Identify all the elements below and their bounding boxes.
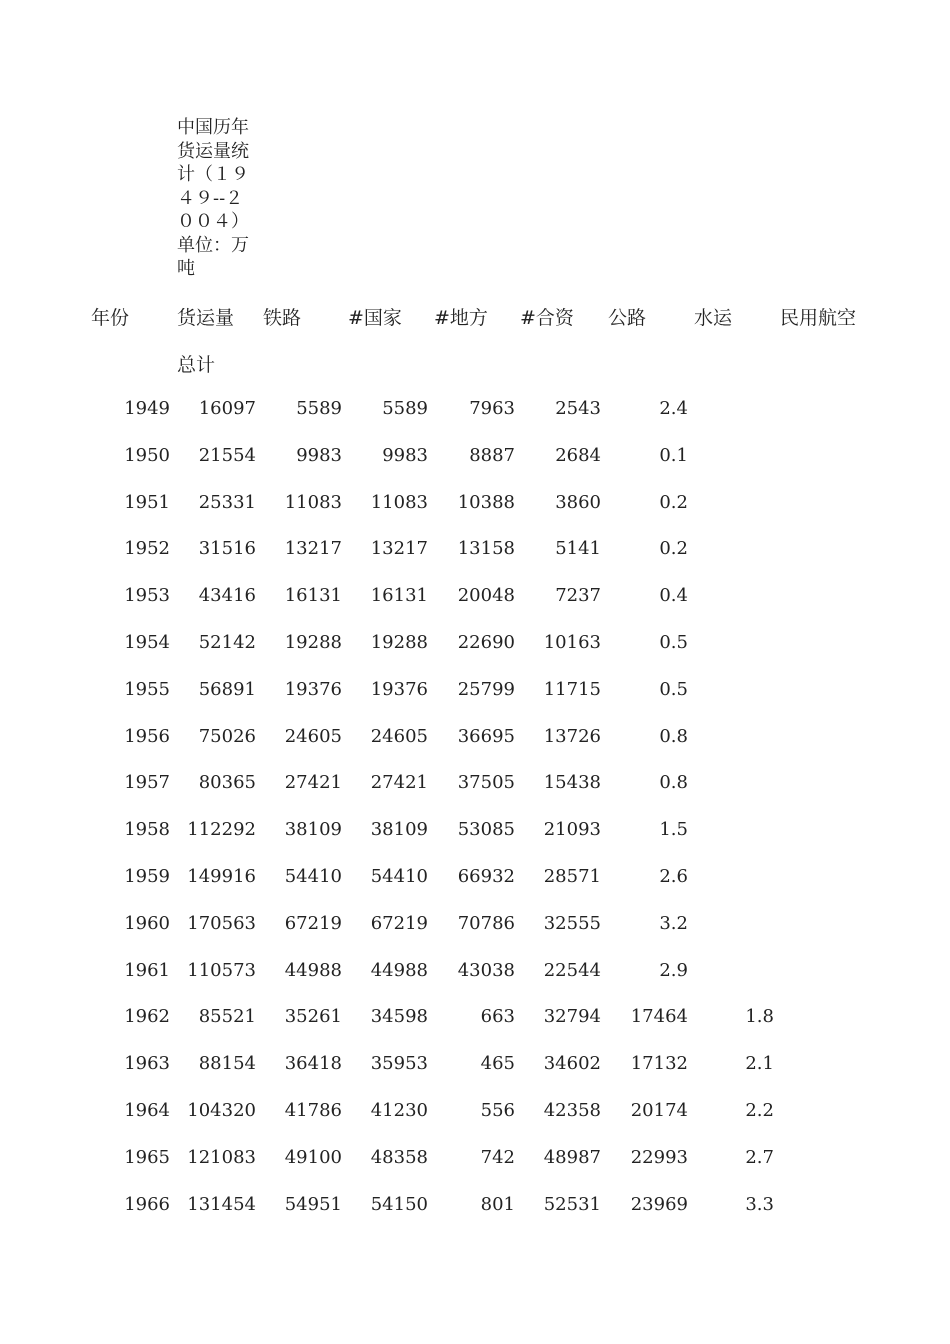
table-cell: 1958 — [124, 819, 170, 841]
table-cell: 80365 — [198, 772, 256, 794]
table-cell: 0.4 — [659, 585, 688, 607]
table-cell: 34602 — [543, 1053, 601, 1075]
table-cell: 8887 — [469, 444, 515, 466]
table-cell: 0.2 — [659, 491, 688, 513]
table-cell: 110573 — [187, 959, 256, 981]
table-row — [0, 913, 950, 937]
table-cell: 0.5 — [659, 632, 688, 653]
title-line: 中国历年 — [177, 117, 249, 138]
table-cell: 0.8 — [659, 725, 688, 747]
table-cell: 0.5 — [659, 678, 688, 700]
table-cell: 67219 — [284, 912, 342, 934]
table-cell: 66932 — [457, 866, 515, 887]
table-cell: 85521 — [198, 1006, 256, 1028]
table-row — [0, 1053, 950, 1077]
header-local: #地方 — [434, 307, 488, 329]
title-line: ４９--２ — [177, 187, 244, 209]
table-cell: 742 — [480, 1146, 515, 1168]
table-cell: 31516 — [198, 538, 256, 560]
table-cell: 3.2 — [659, 912, 688, 934]
table-cell: 24605 — [370, 725, 428, 747]
table-cell: 54410 — [370, 866, 428, 887]
table-cell: 0.8 — [659, 772, 688, 794]
table-cell: 41230 — [370, 1100, 428, 1121]
table-cell: 67219 — [370, 912, 428, 934]
table-row — [0, 726, 950, 750]
table-cell: 44988 — [284, 959, 342, 981]
table-cell: 37505 — [457, 772, 515, 794]
table-cell: 801 — [480, 1193, 515, 1215]
table-cell: 0.1 — [659, 444, 688, 466]
table-cell: 27421 — [370, 772, 428, 794]
table-row — [0, 492, 950, 516]
table-cell: 52531 — [543, 1193, 601, 1215]
table-cell: 2.1 — [745, 1053, 774, 1075]
table-cell: 10163 — [543, 632, 601, 653]
table-cell: 35953 — [370, 1053, 428, 1075]
table-cell: 54951 — [284, 1193, 342, 1215]
title-line: 单位：万 — [177, 234, 249, 256]
table-cell: 19376 — [370, 678, 428, 700]
table-cell: 22690 — [457, 632, 515, 653]
table-cell: 1.8 — [745, 1006, 774, 1028]
table-cell: 1954 — [124, 632, 170, 653]
title-line: 计（１９ — [177, 164, 249, 185]
header-total-line2: 总计 — [177, 354, 216, 376]
table-cell: 1965 — [124, 1146, 170, 1168]
header-highway: 公路 — [608, 307, 647, 329]
table-cell: 75026 — [198, 725, 256, 747]
table-cell: 465 — [480, 1053, 515, 1075]
table-row — [0, 585, 950, 609]
table-cell: 1964 — [124, 1100, 170, 1121]
table-cell: 1952 — [124, 538, 170, 560]
table-cell: 21093 — [543, 819, 601, 841]
table-row — [0, 538, 950, 562]
table-row — [0, 445, 950, 469]
table-cell: 170563 — [187, 912, 256, 934]
table-cell: 112292 — [187, 819, 256, 841]
table-cell: 11715 — [543, 678, 601, 700]
table-cell: 35261 — [284, 1006, 342, 1028]
table-cell: 2.6 — [659, 866, 688, 887]
table-cell: 1966 — [124, 1193, 170, 1215]
table-cell: 43038 — [457, 959, 515, 981]
header-year: 年份 — [91, 307, 130, 329]
table-row — [0, 866, 950, 890]
table-cell: 1960 — [124, 912, 170, 934]
table-cell: 17132 — [630, 1053, 688, 1075]
table-row — [0, 632, 950, 656]
table-cell: 121083 — [187, 1146, 256, 1168]
table-row — [0, 1006, 950, 1030]
table-row — [0, 679, 950, 703]
table-cell: 22993 — [630, 1146, 688, 1168]
table-cell: 2.4 — [659, 398, 688, 419]
table-cell: 25799 — [457, 678, 515, 700]
table-cell: 5589 — [296, 398, 342, 419]
table-cell: 1951 — [124, 491, 170, 513]
table-cell: 21554 — [198, 444, 256, 466]
table-cell: 556 — [480, 1100, 515, 1121]
table-cell: 22544 — [543, 959, 601, 981]
table-row — [0, 1194, 950, 1218]
table-cell: 1962 — [124, 1006, 170, 1028]
table-cell: 1961 — [124, 959, 170, 981]
table-cell: 13158 — [457, 538, 515, 560]
table-row — [0, 772, 950, 796]
table-cell: 663 — [480, 1006, 515, 1028]
table-row — [0, 960, 950, 984]
table-cell: 1953 — [124, 585, 170, 607]
table-cell: 38109 — [284, 819, 342, 841]
table-cell: 70786 — [457, 912, 515, 934]
table-cell: 9983 — [382, 444, 428, 466]
table-cell: 13726 — [543, 725, 601, 747]
table-cell: 20174 — [630, 1100, 688, 1121]
table-cell: 3.3 — [745, 1193, 774, 1215]
table-cell: 19288 — [370, 632, 428, 653]
table-cell: 1957 — [124, 772, 170, 794]
table-cell: 27421 — [284, 772, 342, 794]
table-cell: 32555 — [543, 912, 601, 934]
table-row — [0, 1100, 950, 1124]
table-cell: 104320 — [187, 1100, 256, 1121]
table-cell: 1959 — [124, 866, 170, 887]
table-cell: 23969 — [630, 1193, 688, 1215]
table-cell: 20048 — [457, 585, 515, 607]
table-cell: 2684 — [555, 444, 601, 466]
table-cell: 36695 — [457, 725, 515, 747]
table-cell: 17464 — [630, 1006, 688, 1028]
table-cell: 19376 — [284, 678, 342, 700]
table-cell: 32794 — [543, 1006, 601, 1028]
table-title — [177, 116, 259, 281]
header-national: #国家 — [348, 307, 402, 329]
table-cell: 0.2 — [659, 538, 688, 560]
table-cell: 1949 — [124, 398, 170, 419]
table-cell: 38109 — [370, 819, 428, 841]
table-cell: 1.5 — [659, 819, 688, 841]
table-cell: 3860 — [555, 491, 601, 513]
table-cell: 149916 — [187, 866, 256, 887]
table-row — [0, 819, 950, 843]
table-cell: 54410 — [284, 866, 342, 887]
table-cell: 56891 — [198, 678, 256, 700]
table-cell: 1955 — [124, 678, 170, 700]
table-cell: 2.9 — [659, 959, 688, 981]
table-cell: 9983 — [296, 444, 342, 466]
table-cell: 13217 — [370, 538, 428, 560]
table-cell: 2.2 — [745, 1100, 774, 1121]
table-cell: 25331 — [198, 491, 256, 513]
table-cell: 43416 — [198, 585, 256, 607]
table-cell: 2543 — [555, 398, 601, 419]
title-line: 吨 — [177, 258, 195, 279]
table-cell: 13217 — [284, 538, 342, 560]
table-cell: 54150 — [370, 1193, 428, 1215]
table-cell: 7237 — [555, 585, 601, 607]
table-cell: 10388 — [457, 491, 515, 513]
table-cell: 36418 — [284, 1053, 342, 1075]
table-row — [0, 398, 950, 422]
header-joint: #合资 — [520, 307, 574, 329]
table-cell: 49100 — [284, 1146, 342, 1168]
table-cell: 44988 — [370, 959, 428, 981]
table-cell: 28571 — [543, 866, 601, 887]
table-cell: 52142 — [198, 632, 256, 653]
table-cell: 16097 — [198, 398, 256, 419]
table-cell: 48987 — [543, 1146, 601, 1168]
table-cell: 42358 — [543, 1100, 601, 1121]
table-cell: 131454 — [187, 1193, 256, 1215]
table-cell: 24605 — [284, 725, 342, 747]
table-cell: 7963 — [469, 398, 515, 419]
header-waterway: 水运 — [694, 307, 733, 329]
table-cell: 2.7 — [745, 1146, 774, 1168]
table-cell: 88154 — [198, 1053, 256, 1075]
table-cell: 19288 — [284, 632, 342, 653]
header-railway: 铁路 — [263, 307, 302, 329]
table-cell: 1963 — [124, 1053, 170, 1075]
title-line: 货运量统 — [177, 140, 249, 162]
table-cell: 5589 — [382, 398, 428, 419]
table-row — [0, 1147, 950, 1171]
table-cell: 11083 — [284, 491, 342, 513]
header-civil-aviation: 民用航空 — [780, 307, 857, 329]
table-cell: 53085 — [457, 819, 515, 841]
table-cell: 16131 — [284, 585, 342, 607]
table-cell: 16131 — [370, 585, 428, 607]
table-cell: 48358 — [370, 1146, 428, 1168]
table-cell: 34598 — [370, 1006, 428, 1028]
table-cell: 11083 — [370, 491, 428, 513]
table-cell: 15438 — [543, 772, 601, 794]
table-cell: 41786 — [284, 1100, 342, 1121]
table-cell: 5141 — [555, 538, 601, 560]
header-freight-total: 货运量 — [177, 307, 235, 329]
table-cell: 1950 — [124, 444, 170, 466]
table-cell: 1956 — [124, 725, 170, 747]
title-line: ００４） — [177, 211, 249, 232]
